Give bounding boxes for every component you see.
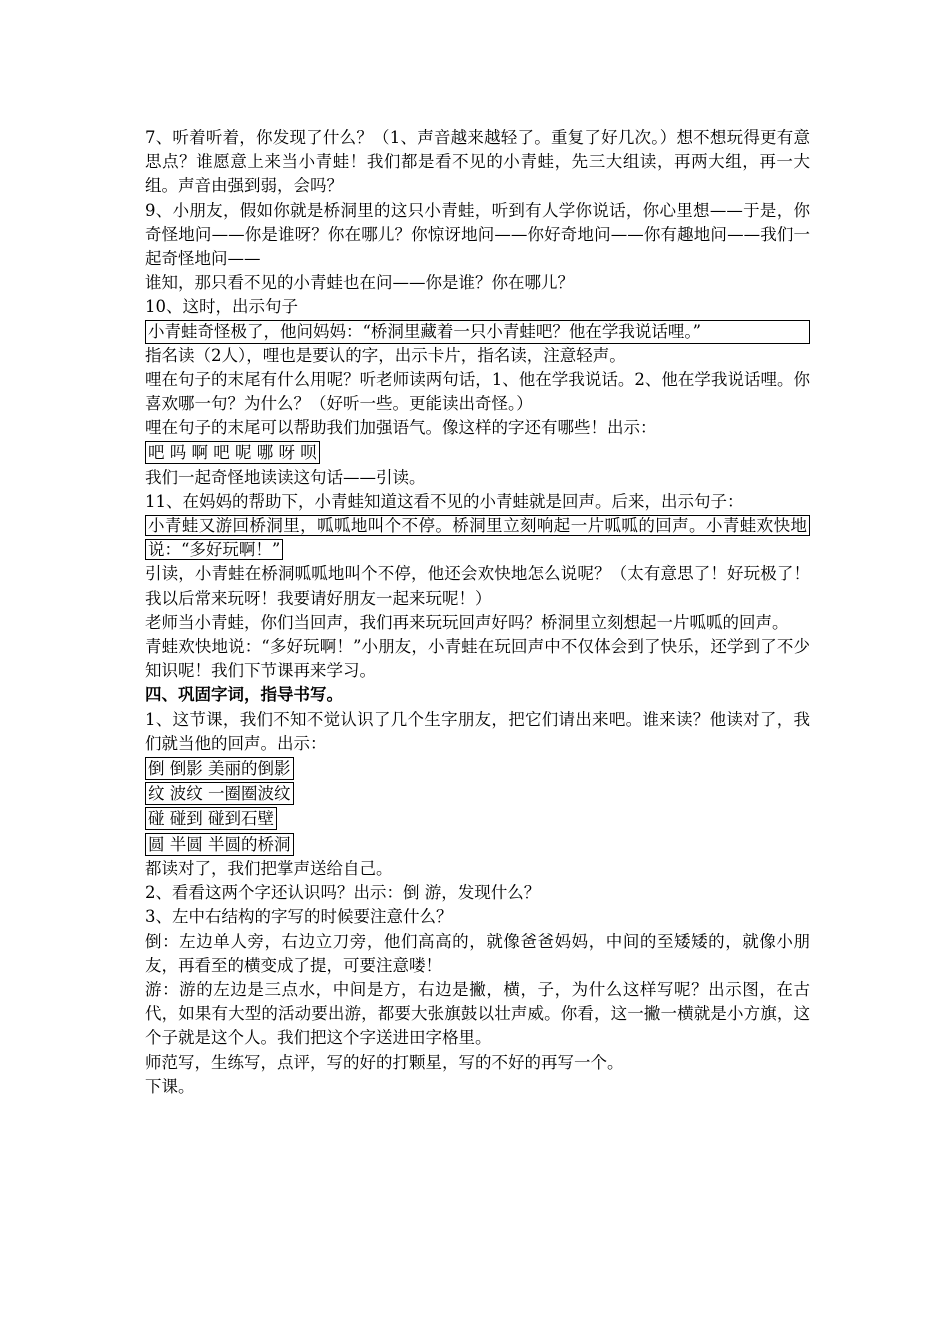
question-3c: 师范写，生练写，点评，写的好的打颗星，写的不好的再写一个。 [145, 1052, 624, 1072]
vocab-box-3: 碰 碰到 碰到石壁 [145, 807, 277, 830]
sentence-box-1: 小青蛙奇怪极了，他问妈妈：“桥洞里藏着一只小青蛙吧？他在学我说话哩。” [145, 320, 810, 344]
paragraph-10b: 指名读（2人），哩也是要认的字，出示卡片，指名读，注意轻声。 [145, 345, 626, 365]
question-1: 1、这节课，我们不知不觉认识了几个生字朋友，把它们请出来吧。谁来读？他读对了，我们就当他的回声。出示： [145, 709, 810, 753]
paragraph-9b: 谁知，那只看不见的小青蛙也在问——你是谁？你在哪儿？ [145, 273, 574, 293]
paragraph-10d: 哩在句子的末尾可以帮助我们加强语气。像这样的字还有哪些！出示： [145, 418, 657, 438]
particle-box: 吧 吗 啊 吧 呢 哪 呀 呗 [145, 441, 320, 464]
document-page [145, 126, 810, 1099]
closing-line: 下课。 [145, 1076, 195, 1096]
paragraph-11c: 老师当小青蛙，你们当回声，我们再来玩玩回声好吗？桥洞里立刻想起一片呱呱的回声。 [145, 612, 789, 632]
paragraph-10c: 哩在句子的末尾有什么用呢？听老师读两句话，1、他在学我说话。2、他在学我说话哩。你喜欢哪一句？为什么？（好听一些。更能读出奇怪。） [145, 369, 810, 414]
section-heading-4: 四、巩固字词，指导书写。 [145, 685, 343, 705]
vocab-box-1: 倒 倒影 美丽的倒影 [145, 757, 294, 780]
vocab-box-4: 圆 半圆 半圆的桥洞 [145, 833, 294, 856]
paragraph-10: 10、这时，出示句子 [145, 297, 298, 317]
vocab-box-2: 纹 波纹 一圈圈波纹 [145, 782, 294, 805]
paragraph-10e: 我们一起奇怪地读读这句话——引读。 [145, 467, 426, 487]
paragraph-7: 7、听着听着，你发现了什么？（1、声音越来越轻了。重复了好几次。）想不想玩得更有意思点？谁愿意上来当小青蛙！我们都是看不见的小青蛙，先三大组读，再两大组，再一大组。声音由强到弱，会吗？ [145, 128, 810, 196]
paragraph-11d: 青蛙欢快地说：“多好玩啊！”小朋友，小青蛙在玩回声中不仅体会到了快乐，还学到了不少知识呢！我们下节课再来学习。 [145, 637, 810, 681]
question-1b: 都读对了，我们把掌声送给自己。 [145, 858, 393, 878]
question-3b: 游：游的左边是三点水，中间是方，右边是撇，横，子，为什么这样写呢？出示图，在古代，如果有大型的活动要出游，都要大张旗鼓以壮声威。你看，这一撇一横就是小方旗，这个子就是这个人。我们把这个字送进田字格里。 [145, 979, 810, 1048]
paragraph-11: 11、在妈妈的帮助下，小青蛙知道这看不见的小青蛙就是回声。后来，出示句子： [145, 491, 744, 511]
sentence-box-2: 小青蛙又游回桥洞里，呱呱地叫个不停。桥洞里立刻响起一片呱呱的回声。小青蛙欢快地说：“多好玩啊！” [145, 515, 810, 560]
question-2: 2、看看这两个字还认识吗？出示：倒 游，发现什么？ [145, 883, 541, 903]
question-3a: 倒：左边单人旁，右边立刀旁，他们高高的，就像爸爸妈妈，中间的至矮矮的，就像小朋友，再看至的横变成了提，可要注意喽！ [145, 931, 810, 975]
paragraph-9: 9、小朋友，假如你就是桥洞里的这只小青蛙，听到有人学你说话，你心里想——于是，你奇怪地问——你是谁呀？你在哪儿？你惊讶地问——你好奇地问——你有趣地问——我们一起奇怪地问—— [145, 200, 810, 269]
paragraph-11b: 引读，小青蛙在桥洞呱呱地叫个不停，他还会欢快地怎么说呢？（太有意思了！好玩极了！我以后常来玩呀！我要请好朋友一起来玩呢！） [145, 564, 810, 608]
question-3: 3、左中右结构的字写的时候要注意什么？ [145, 907, 453, 927]
